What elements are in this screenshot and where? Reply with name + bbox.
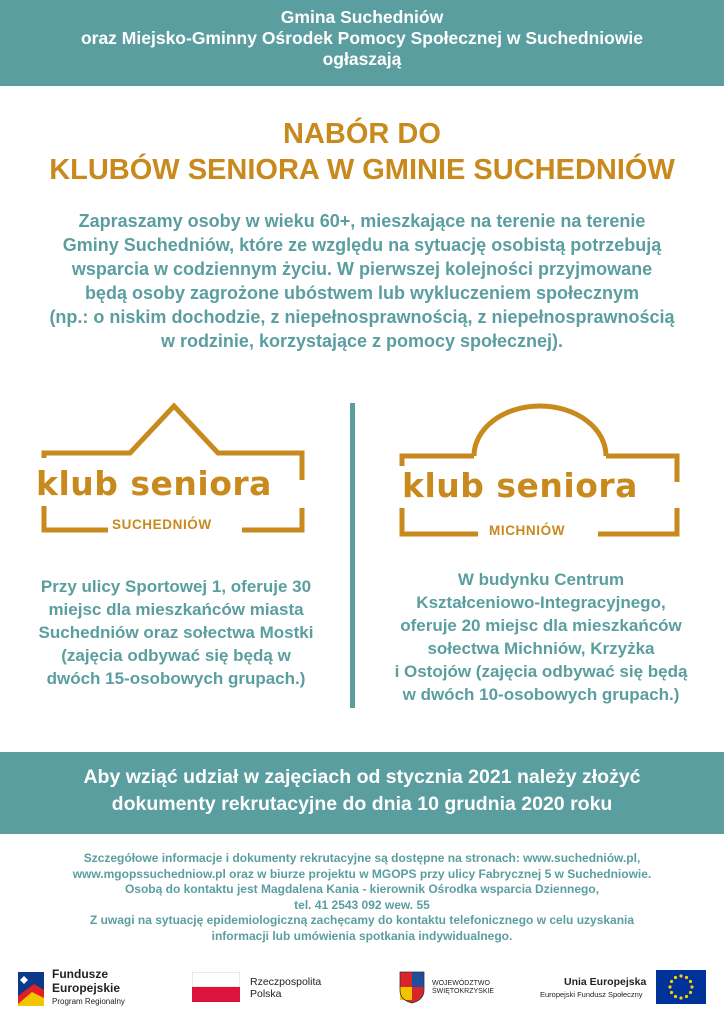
club-place-left: SUCHEDNIÓW xyxy=(112,517,212,532)
fundusze-europejskie-logo-icon xyxy=(14,966,48,1010)
header-banner xyxy=(0,0,724,86)
club-logo-text-left: klub seniora xyxy=(36,464,272,503)
desc-line: W budynku Centrum xyxy=(457,570,625,589)
title-line-2: KLUBÓW SENIORA W GMINIE SUCHEDNIÓW xyxy=(49,154,675,186)
title-line-1: NABÓR DO xyxy=(283,118,441,150)
deadline-banner xyxy=(0,752,724,834)
fe-line-1: Fundusze xyxy=(52,967,108,981)
ws-line-1: WOJEWÓDZTWO xyxy=(432,980,490,987)
footer-logos xyxy=(0,962,724,1020)
swietokrzyskie-coat-of-arms-icon xyxy=(398,970,426,1004)
header-line-2: oraz Miejsko-Gminny Ośrodek Pomocy Społecznej w Suchedniowie xyxy=(80,28,644,48)
rp-line-2: Polska xyxy=(250,988,282,1000)
desc-line: Przy ulicy Sportowej 1, oferuje 30 xyxy=(40,577,312,596)
desc-line: miejsc dla mieszkańców miasta xyxy=(48,600,304,619)
intro-line: Gminy Suchedniów, które ze względu na sytuację osobistą potrzebują xyxy=(62,235,662,255)
desc-line: Suchedniów oraz sołectwa Mostki xyxy=(38,623,314,642)
ue-line-2: Europejski Fundusz Społeczny xyxy=(540,990,643,999)
deadline-line-1: Aby wziąć udział w zajęciach od stycznia 2021 należy złożyć xyxy=(83,766,641,788)
intro-paragraph xyxy=(18,209,706,353)
fe-line-2: Europejskie xyxy=(52,981,121,995)
club-logo-text-right: klub seniora xyxy=(402,466,638,505)
info-line: Z uwagi na sytuację epidemiologiczną zachęcamy do kontaktu telefonicznego w celu uzyskania xyxy=(89,913,635,927)
desc-line: dwóch 15-osobowych grupach.) xyxy=(46,669,306,688)
header-line-1: Gmina Suchedniów xyxy=(280,7,444,27)
contact-info xyxy=(10,851,714,944)
desc-line: w dwóch 10-osobowych grupach.) xyxy=(402,685,680,704)
intro-line: Zapraszamy osoby w wieku 60+, mieszkające na terenie na terenie xyxy=(78,211,646,231)
club-description-right xyxy=(366,568,716,706)
info-line: informacji lub umówienia spotkania indywidualnego. xyxy=(211,928,513,943)
info-line: tel. 41 2543 092 wew. 55 xyxy=(294,897,430,912)
desc-line: oferuje 20 miejsc dla mieszkańców xyxy=(400,616,682,635)
club-description-left xyxy=(8,575,344,690)
club-place-right: MICHNIÓW xyxy=(489,523,566,538)
header-line-3: ogłaszają xyxy=(322,49,402,69)
ue-line-1: Unia Europejska xyxy=(564,976,647,988)
intro-line: wsparcia w codziennym życiu. W pierwszej kolejności przyjmowane xyxy=(71,259,653,279)
ws-line-2: ŚWIĘTOKRZYSKIE xyxy=(432,988,495,995)
info-line: Osobą do kontaktu jest Magdalena Kania - kierownik Ośrodka wsparcia Dziennego, xyxy=(124,882,600,896)
info-line: Szczegółowe informacje i dokumenty rekrutacyjne są dostępne na stronach: www.suchedniów.pl, xyxy=(83,851,641,865)
rp-line-1: Rzeczpospolita xyxy=(250,976,322,988)
polish-flag-icon xyxy=(192,972,240,1002)
desc-line: Kształceniowo-Integracyjnego, xyxy=(416,593,666,612)
info-line: www.mgopssuchedniow.pl oraz w biurze projektu w MGOPS przy ulicy Fabrycznej 5 w Suchedniowie. xyxy=(72,866,652,881)
fe-line-3: Program Regionalny xyxy=(52,997,125,1006)
deadline-line-2: dokumenty rekrutacyjne do dnia 10 grudnia 2020 roku xyxy=(111,793,613,815)
page-title xyxy=(0,116,724,188)
intro-line: (np.: o niskim dochodzie, z niepełnosprawnością, z niepełnosprawnością xyxy=(49,307,675,327)
intro-line: w rodzinie, korzystające z pomocy społecznej). xyxy=(160,331,564,351)
desc-line: (zajęcia odbywać się będą w xyxy=(61,646,291,665)
intro-line: będą osoby zagrożone ubóstwem lub wykluczeniem społecznym xyxy=(84,283,640,303)
desc-line: i Ostojów (zajęcia odbywać się będą xyxy=(394,662,688,681)
eu-flag-icon xyxy=(656,970,706,1004)
column-divider xyxy=(350,403,355,708)
desc-line: sołectwa Michniów, Krzyżka xyxy=(427,639,655,658)
